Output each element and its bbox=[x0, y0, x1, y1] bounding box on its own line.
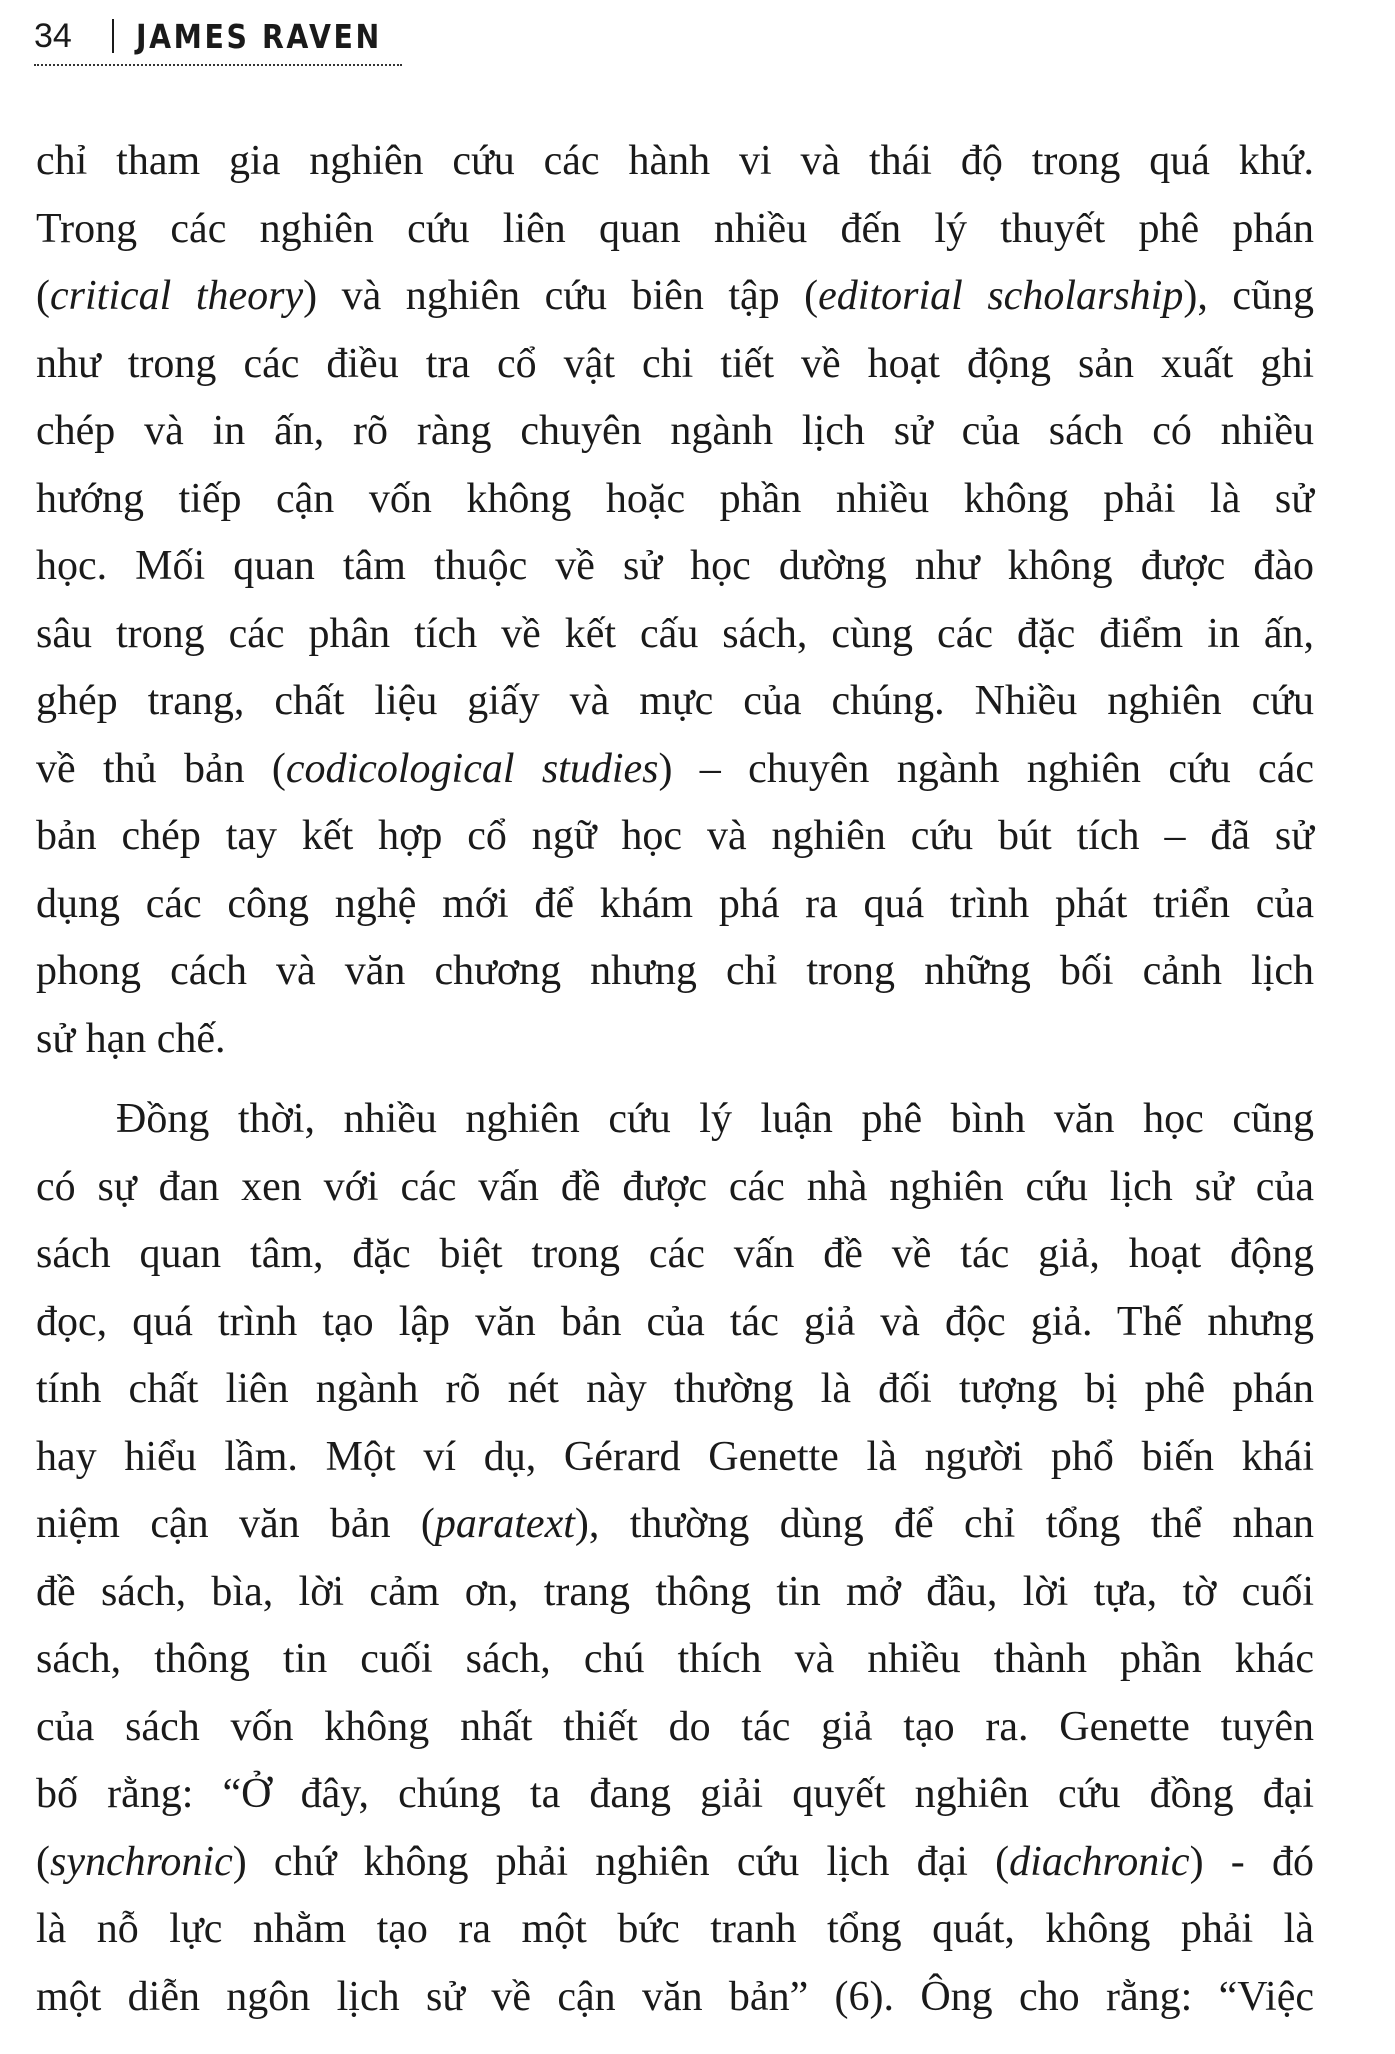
italic-term: critical theory bbox=[50, 273, 304, 319]
text-run: ), cũng bbox=[1183, 273, 1314, 319]
text-run: ) – chuyên ngành nghiên cứu các bbox=[658, 745, 1314, 792]
text-run: đề sách, bìa, lời cảm ơn, trang thông tin mở đầu, lời tựa, tờ cuối bbox=[36, 1568, 1314, 1615]
text-line bbox=[36, 871, 1314, 939]
text-line bbox=[36, 1694, 1314, 1762]
paragraph bbox=[36, 128, 1314, 1073]
text-line bbox=[36, 466, 1314, 534]
text-run: chỉ tham gia nghiên cứu các hành vi và thái độ trong quá khứ. bbox=[36, 138, 1314, 184]
text-line bbox=[36, 1761, 1314, 1829]
text-line bbox=[36, 398, 1314, 466]
text-run: dụng các công nghệ mới để khám phá ra quá trình phát triển của bbox=[36, 880, 1314, 927]
text-line bbox=[36, 736, 1314, 804]
text-run: ) và nghiên cứu biên tập ( bbox=[303, 273, 819, 319]
text-run: như trong các điều tra cổ vật chi tiết về hoạt động sản xuất ghi bbox=[36, 340, 1314, 387]
text-run: về thủ bản ( bbox=[36, 745, 286, 792]
text-line bbox=[36, 128, 1314, 196]
text-run: chép và in ấn, rõ ràng chuyên ngành lịch sử của sách có nhiều bbox=[36, 408, 1314, 454]
text-run: là nỗ lực nhằm tạo ra một bức tranh tổng quát, không phải là bbox=[36, 1906, 1314, 1952]
page-number: 34 bbox=[34, 16, 72, 55]
text-run: sách quan tâm, đặc biệt trong các vấn đề về tác giả, hoạt động bbox=[36, 1231, 1314, 1277]
text-line bbox=[36, 601, 1314, 669]
text-line bbox=[36, 1424, 1314, 1492]
text-run: ) - đó bbox=[1189, 1838, 1314, 1885]
text-line bbox=[36, 331, 1314, 399]
italic-term: diachronic bbox=[1009, 1838, 1190, 1885]
text-line bbox=[36, 1491, 1314, 1559]
paragraph-gap bbox=[36, 1073, 1314, 1086]
running-head-author: JAMES RAVEN bbox=[135, 16, 382, 56]
text-run: bố rằng: “Ở đây, chúng ta đang giải quyết nghiên cứu đồng đại bbox=[36, 1771, 1314, 1817]
text-line bbox=[36, 668, 1314, 736]
text-line bbox=[36, 263, 1314, 331]
text-line bbox=[36, 803, 1314, 871]
text-line bbox=[36, 533, 1314, 601]
text-line bbox=[36, 1559, 1314, 1627]
text-run: Đồng thời, nhiều nghiên cứu lý luận phê bình văn học cũng bbox=[116, 1096, 1314, 1142]
text-line bbox=[36, 1829, 1314, 1897]
text-line bbox=[36, 1626, 1314, 1694]
text-run: ), thường dùng để chỉ tổng thể nhan bbox=[574, 1501, 1314, 1547]
text-run: một diễn ngôn lịch sử về cận văn bản” (6). Ông cho rằng: “Việc bbox=[36, 1973, 1314, 2020]
paragraph bbox=[36, 1086, 1314, 2031]
text-run: hướng tiếp cận vốn không hoặc phần nhiều không phải là sử bbox=[36, 475, 1314, 522]
text-line bbox=[36, 1356, 1314, 1424]
text-run: của sách vốn không nhất thiết do tác giả tạo ra. Genette tuyên bbox=[36, 1703, 1314, 1750]
text-line bbox=[36, 1154, 1314, 1222]
text-line bbox=[36, 1086, 1314, 1154]
text-run: đọc, quá trình tạo lập văn bản của tác giả và độc giả. Thế nhưng bbox=[36, 1298, 1314, 1345]
text-line bbox=[36, 1964, 1314, 2032]
text-line bbox=[36, 196, 1314, 264]
header-dotted-rule bbox=[34, 64, 402, 66]
text-run: học. Mối quan tâm thuộc về sử học dường như không được đào bbox=[36, 543, 1314, 589]
text-line bbox=[36, 938, 1314, 1006]
text-run: Trong các nghiên cứu liên quan nhiều đến lý thuyết phê phán bbox=[36, 205, 1314, 252]
italic-term: editorial scholarship bbox=[818, 273, 1184, 319]
text-run: sách, thông tin cuối sách, chú thích và nhiều thành phần khác bbox=[36, 1636, 1314, 1682]
body-text bbox=[36, 128, 1314, 2031]
text-line bbox=[36, 1006, 1314, 1074]
italic-term: codicological studies bbox=[285, 745, 659, 792]
text-run: niệm cận văn bản ( bbox=[36, 1501, 435, 1547]
text-line bbox=[36, 1289, 1314, 1357]
text-run: phong cách và văn chương nhưng chỉ trong những bối cảnh lịch bbox=[36, 948, 1314, 994]
text-run: ) chứ không phải nghiên cứu lịch đại ( bbox=[232, 1838, 1010, 1885]
text-run: hay hiểu lầm. Một ví dụ, Gérard Genette là người phổ biến khái bbox=[36, 1433, 1314, 1480]
text-line bbox=[36, 1896, 1314, 1964]
italic-term: synchronic bbox=[50, 1838, 233, 1885]
text-run: sử hạn chế. bbox=[36, 1015, 226, 1062]
text-run: sâu trong các phân tích về kết cấu sách, cùng các đặc điểm in ấn, bbox=[36, 610, 1314, 657]
text-run: ghép trang, chất liệu giấy và mực của chúng. Nhiều nghiên cứu bbox=[36, 678, 1314, 724]
running-head bbox=[34, 12, 422, 60]
text-line bbox=[36, 1221, 1314, 1289]
text-run: bản chép tay kết hợp cổ ngữ học và nghiên cứu bút tích – đã sử bbox=[36, 813, 1314, 859]
text-run: tính chất liên ngành rõ nét này thường là đối tượng bị phê phán bbox=[36, 1366, 1314, 1412]
text-run: ( bbox=[36, 1838, 50, 1885]
text-run: ( bbox=[36, 273, 50, 319]
header-separator bbox=[112, 19, 114, 53]
italic-term: paratext bbox=[434, 1501, 575, 1547]
text-run: có sự đan xen với các vấn đề được các nhà nghiên cứu lịch sử của bbox=[36, 1163, 1314, 1210]
